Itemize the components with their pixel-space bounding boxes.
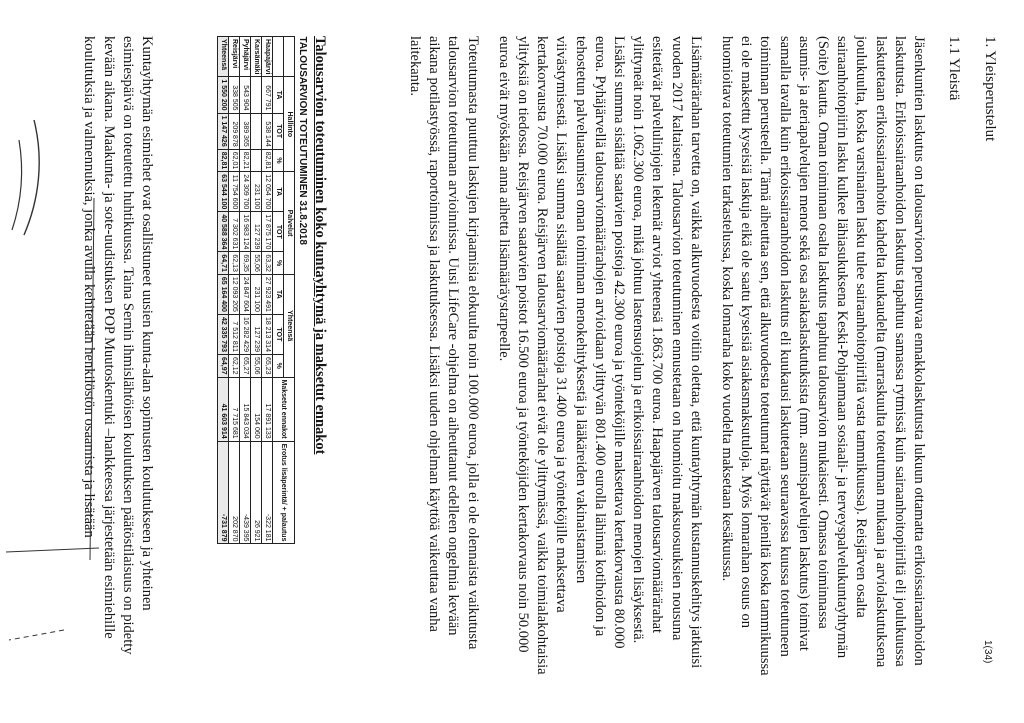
page-number: 1(34) [982, 640, 993, 664]
sub-header: TOT [273, 212, 284, 252]
paragraph: Lisämäärärahan tarvetta on, vaikka alkuvuodesta voitiin olettaa, että kuntayhtymän kustannuskehitys jatkuisi vuoden 2017 kaltaisena. Talousarvion toteutuminen ennustetaan on huomioitu maksuosuuksien nousuna esitetävät palvelulinjojen lekemät arviot yhteensä 1.863.700 euroa. Haapajärven talousarviomäärärahat ylittyneät noin 1.062.300 euroa, mikä johtuu lastensuojelun ja erikoissairaanhoidon menojen lisäyksestä. Lisäksi summa sisältää saatavien poistoja 42.300 euroa ja työnteköjille maksettava kertakorvausta 80.000 euroa. Pyhäjärvellä talousarviomäärärahojen arvioidaan ylittyvän 801.400 eurolla lähinnä kotihoidon ja tehostetun palveluasumisen oman toiminnan menokehityksestä ja lääkäreiden vakinaistamisen viivästymisestä. Lisäksi summa sisältää saatavien poistoja 31.400 euroa ja työnteköjille maksettava kertakorvausta 70.000 euroa. Reisjärven talousarviomäärärahat eivät ole ylittymässä, vaikka toimialakohtaisia ylityksiä on tiedossa. Reisjärven saatavien poistot 16.500 euroa ja työnteköjiden kertakorvaus noin 50.000 euroa eivät myöskään anna aihetta lisämääräystarpeelle. [495, 36, 704, 675]
pen-stroke [90, 198, 94, 560]
table-caption: TALOUSARVION TOTEUTUMINEN 31.8.2018 [297, 36, 308, 245]
subsection-heading: 1.1 Yleistä [946, 36, 962, 101]
section-heading: 1. Yleisperustelut [982, 36, 998, 142]
group-header: Maksetut ennakot [273, 377, 295, 441]
table-row: Karsämäki 231 100 127 239 55,06 231 100 127 239 55,06 154 060 26 921 [251, 37, 262, 544]
table-row: Reisjärvi 338 505 209 878 62,01 11 754 600 7 302 631 62,13 12 093 205 7 512 811 62,12 7 715 681 202 870 [229, 37, 240, 544]
sub-header: TA [273, 274, 284, 314]
sub-header: % [273, 354, 284, 377]
group-header: Hallinto [284, 77, 295, 172]
sub-header: TOT [273, 113, 284, 149]
paragraph: Jäsenkuntien laskutus on talousarvioon perustuvaa ennakkolaskutusta lukuun ottamatta erikoissairaanhoidon laskutusta. Erikoissairaanhoidon laskutus tapahtuu samassa rytmissä kuin sairaanhoitopiiriltä eli joulukuussa laskutetaan erikoissairaanhoito kahdelta kuukaudelta (marraskuulta toteutuman mukaan ja arviolaskutuksena joulukuulta, koska varsinainen lasku tulee sairaanhoitopiiriltä vasta tammikuussa). Reisjärven osalta sairaanhoitopiirin lasku kulkee lähiasukuksena Keski-Pohjanmaan sosiaali- ja terveyspalvelukuntayhtymän (Soite) kautta. Oman toiminnan osalta laskutus tapahtuu talousarvion mukaisesti. Omassa toiminnassa asumis- ja ateriapalvelujen menot sekä osa asiakaslaskutuksista (mm. asumispalvelujen laskutus) toimivat samalla tavalla kuin erikoissairaanhoidon laskutus eli kuukausi laskutetaan seuraavassa kuussa toteutuneen toiminnan perusteella. Tämä aiheuttaa sen, että alkuvuodesta toteutumat näyttävät pieniltä koska tammikuussa ei ole maksettu kyseisiä laskuja eikä ole saatu kyseisiä asiakasmaksutuloja. Myös lomarahan osuus on huomioitava toteutumien tarkastelussa, koska lomaraha koko vuodelta maksetaan kesäkuussa. [718, 36, 927, 676]
table-title: Talousarvion toteutuminen koko kuntayhtymä ja maksetut ennakot [312, 36, 328, 455]
sub-header: TA [273, 172, 284, 212]
pen-stroke [24, 120, 39, 235]
group-header: Erotus lisäperintä/ + palautus [273, 441, 295, 544]
group-header: Yhteensä [284, 274, 295, 377]
pen-stroke [12, 140, 22, 230]
pen-stroke [6, 548, 99, 552]
table-row-total: Yhteensä 1 550 200 1 147 426 82,81 63 544 100 40 588 364 64,71 65 164 400 42 335 793 64,97 41 603 914 -731 879 [218, 37, 229, 544]
sub-header: % [273, 149, 284, 172]
table-row: Haapajärvi 667 791 538 144 82,81 12 054 700 17 875 170 63,32 27 923 491 18 213 314 65,23 17 891 133 -322 181 [262, 37, 273, 544]
group-header: Palvelut [284, 172, 295, 275]
closing-paragraph: Kuntayhtymän esimiehet ovat osallistuneet uusien kunta-alan sopimusten koulutukseen ja yhteinen esimiespäivä on toteutettu huhtikuussa. Taina Sernin ihmislähtöisen koulutuksen päätöstilaisuus on pidetty kevään aikana. Maakunta- ja sote-uudistuksen POP Muutoskentuki –hankkeessa järjestetään esimiehille koulutuksia ja valmennuksia, jonka avulla kehitetään henkilöstön osaamista ja lisätään [81, 36, 155, 655]
pen-stroke [9, 630, 64, 640]
sub-header: TA [273, 77, 284, 113]
table-row: Pyhäjärvi 543 904 389 365 82,21 24 309 700 16 983 124 69,35 24 847 604 16 282 429 65,27 15 843 034 -439 395 [240, 37, 251, 544]
sub-header: % [273, 252, 284, 275]
paragraph: Toteutumasta puuttuu laskujen kirjaamisia elokuulta noin 100.000 euroa, jolla ei ole olennaista vaikutusta talousarvion toteutuman arvioinnissa. Uusi LifeCare -ohjelma on aiheuttanut edelleen ongelmia kevään aikana potilastyössä, raportoinnissa ja laskutuksessa. Lisäksi uuden ohjelman käyttöä vaikeuttaa vanha laitekanta. [406, 36, 481, 650]
sub-header: TOT [273, 314, 284, 354]
